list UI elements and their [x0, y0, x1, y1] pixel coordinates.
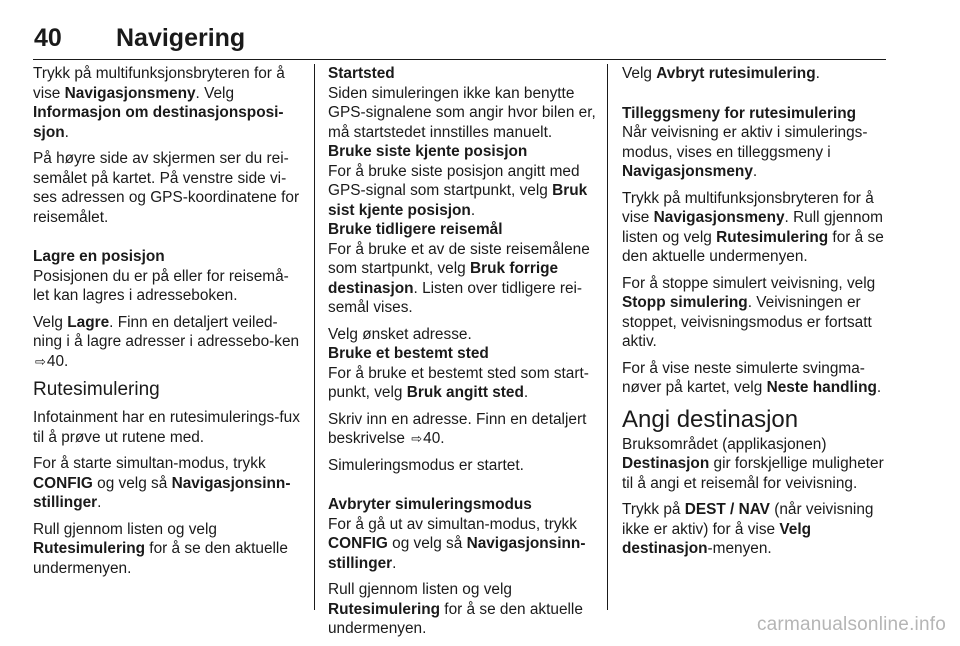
section-heading: Tilleggsmeny for rutesimulering: [622, 104, 857, 122]
chapter-heading: Angi destinasjon: [622, 405, 799, 433]
paragraph: På høyre side av skjermen ser du rei-semålet på kartet. På venstre side vi-ses adressen og GPS-koordinatene for reisemålet.: [33, 150, 300, 226]
paragraph: Trykk på multifunksjonsbryteren for å vise Navigasjonsmeny. Velg Informasjon om destinasjonsposi-sjon.: [33, 65, 285, 141]
section-heading: Bruke et bestemt sted: [328, 345, 489, 362]
section-heading: Lagre en posisjon: [33, 248, 165, 265]
paragraph: Simuleringsmodus er startet.: [328, 456, 524, 474]
paragraph: For å bruke siste posisjon angitt med GPS-signal som startpunkt, velg Bruk sist kjente posisjon.: [328, 162, 588, 219]
paragraph: Destinasjon gir forskjellige muligheter til å angi et reisemål for veivisning.: [622, 455, 884, 492]
paragraph: Infotainment har en rutesimulerings-fux til å prøve ut rutene med.: [33, 409, 300, 446]
paragraph: For å bruke et bestemt sted som start-punkt, velg Bruk angitt sted.: [328, 364, 589, 401]
column-2: [328, 64, 596, 646]
page-title: Navigering: [116, 24, 246, 52]
page-reference-arrow-icon: ⇨: [411, 431, 423, 446]
paragraph: For å starte simultan-modus, trykk CONFIG og velg så Navigasjonsinn-stillinger.: [33, 455, 291, 511]
paragraph: For å bruke et av de siste reisemålene som startpunkt, velg Bruk forrige destinasjon. Listen over tidligere rei-semål vises.: [328, 240, 590, 316]
subsection-heading: Rutesimulering: [33, 379, 160, 400]
column-divider: [314, 64, 315, 610]
paragraph: Siden simuleringen ikke kan benytte GPS-signalene som angir hvor bilen er, må startstedet innstilles manuelt.: [328, 84, 596, 141]
column-3: [622, 64, 890, 566]
page-reference[interactable]: 40: [423, 430, 441, 447]
page-reference[interactable]: 40: [46, 352, 65, 370]
paragraph: Bruksområdet (applikasjonen): [622, 435, 827, 453]
paragraph: Skriv inn en adresse. Finn en detaljert beskrivelse ⇨40.: [328, 410, 587, 447]
paragraph: For å vise neste simulerte svingma-nøver på kartet, velg Neste handling.: [622, 359, 882, 396]
paragraph: Trykk på multifunksjonsbryteren for å vise Navigasjonsmeny. Rull gjennom listen og velg Rutesimulering for å se den aktuelle undermenyen.: [622, 189, 884, 265]
section-heading: Avbryter simuleringsmodus: [328, 496, 532, 513]
paragraph: Når veivisning er aktiv i simulerings-modus, vises en tilleggsmeny i Navigasjonsmeny.: [622, 124, 868, 180]
paragraph: Velg Avbryt rutesimulering.: [622, 65, 820, 82]
paragraph: Posisjonen du er på eller for reisemå-let kan lagres i adresseboken.: [33, 267, 289, 304]
section-heading: Startsted: [328, 65, 395, 82]
watermark: carmanualsonline.info: [756, 614, 946, 635]
paragraph: Velg ønsket adresse.: [328, 325, 472, 343]
paragraph: Trykk på DEST / NAV (når veivisning ikke er aktiv) for å vise Velg destinasjon-menyen.: [622, 501, 874, 557]
column-1: [33, 64, 301, 585]
header-divider: [33, 59, 886, 60]
page-reference-arrow-icon: ⇨: [35, 353, 46, 369]
section-heading: Bruke siste kjente posisjon: [328, 143, 528, 160]
column-divider: [607, 64, 608, 610]
paragraph: For å stoppe simulert veivisning, velg Stopp simulering. Veivisningen er stoppet, veivisningsmodus er fortsatt aktiv.: [622, 274, 876, 350]
section-heading: Bruke tidligere reisemål: [328, 221, 503, 238]
paragraph: For å gå ut av simultan-modus, trykk CONFIG og velg så Navigasjonsinn-stillinger.: [328, 515, 586, 572]
page-number: 40: [34, 24, 62, 52]
paragraph: Rull gjennom listen og velg Rutesimulering for å se den aktuelle undermenyen.: [33, 520, 288, 577]
paragraph: Rull gjennom listen og velg Rutesimulering for å se den aktuelle undermenyen.: [328, 581, 583, 637]
paragraph: Velg Lagre. Finn en detaljert veiled-ning i å lagre adresser i adressebo-ken ⇨40.: [33, 313, 300, 370]
